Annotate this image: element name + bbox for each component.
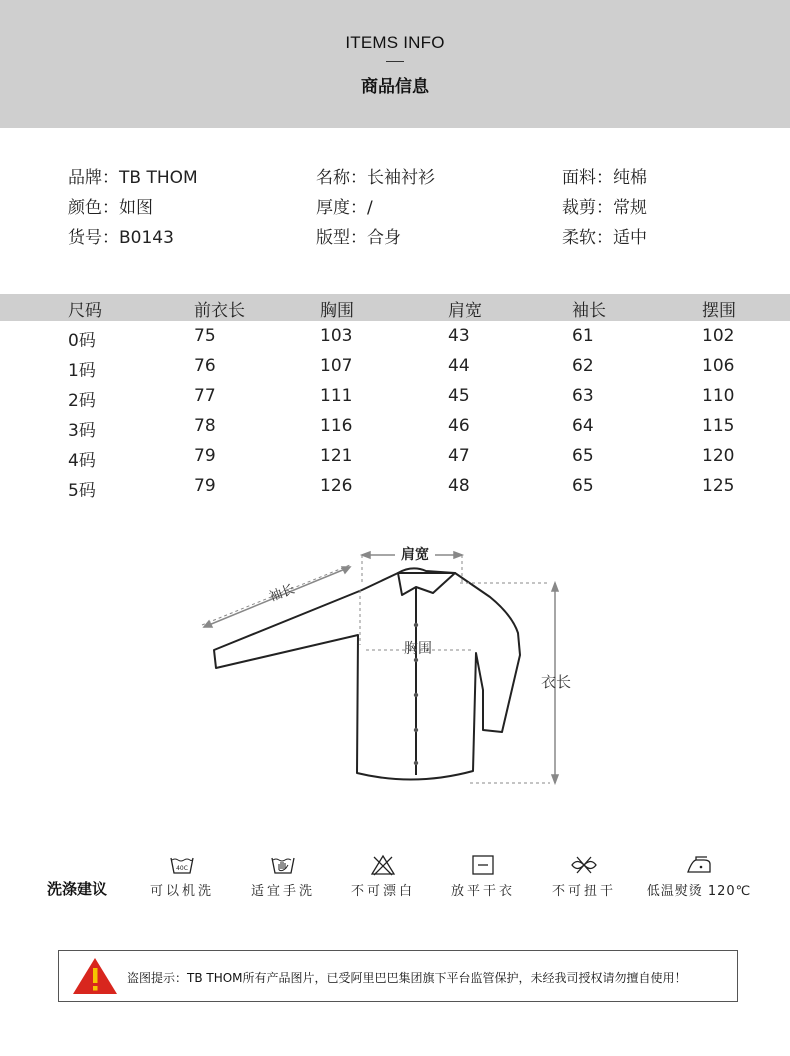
care-item-no-wring xyxy=(529,848,639,899)
size-table-cell-shoulder: 48 xyxy=(448,476,470,496)
size-table-header-size: 尺码 xyxy=(68,301,102,321)
size-table-cell-chest: 103 xyxy=(320,326,353,346)
size-table-cell-size: 1码 xyxy=(68,361,96,381)
size-table-cell-sleeve: 63 xyxy=(572,386,594,406)
header-title-en: ITEMS INFO xyxy=(345,33,445,52)
size-table-cell-size: 3码 xyxy=(68,421,96,441)
care-label-iron-low: 低温熨烫 120℃ xyxy=(646,884,752,899)
care-item-machine-wash xyxy=(127,848,237,899)
length-label: 衣长 xyxy=(540,673,572,691)
size-table-cell-front-length: 75 xyxy=(194,326,216,346)
info-cut: 裁剪：常规 xyxy=(562,198,647,218)
dry-flat-icon xyxy=(470,854,496,876)
info-fabric: 面料：纯棉 xyxy=(562,168,647,188)
size-table-header-bar xyxy=(0,294,790,321)
info-thickness: 厚度：/ xyxy=(316,198,373,218)
care-title: 洗涤建议 xyxy=(47,880,108,898)
care-instructions xyxy=(0,848,790,908)
care-label-no-wring: 不可扭干 xyxy=(551,884,616,899)
care-item-dry-flat xyxy=(428,848,538,899)
size-table-cell-size: 2码 xyxy=(68,391,96,411)
size-table-cell-front-length: 76 xyxy=(194,356,216,376)
size-table-cell-front-length: 79 xyxy=(194,446,216,466)
size-table-cell-shoulder: 45 xyxy=(448,386,470,406)
care-label-dry-flat: 放平干衣 xyxy=(450,884,515,899)
size-table-cell-chest: 111 xyxy=(320,386,353,406)
copyright-notice xyxy=(58,950,738,1002)
size-table-cell-sleeve: 64 xyxy=(572,416,594,436)
sleeve-length-label: 袖长 xyxy=(267,581,297,605)
size-table-header-front-length: 前衣长 xyxy=(194,301,245,321)
size-table-cell-chest: 121 xyxy=(320,446,353,466)
size-table-cell-hem: 125 xyxy=(702,476,735,496)
header xyxy=(0,0,790,128)
size-table-cell-size: 5码 xyxy=(68,481,96,501)
size-table-cell-size: 0码 xyxy=(68,331,96,351)
hand-wash-icon xyxy=(270,854,296,876)
info-item-number: 货号：B0143 xyxy=(68,228,174,248)
size-table-cell-front-length: 78 xyxy=(194,416,216,436)
size-table-cell-hem: 106 xyxy=(702,356,735,376)
iron-low-icon xyxy=(685,854,713,876)
shirt-measurement-diagram xyxy=(190,535,590,795)
size-table-cell-chest: 116 xyxy=(320,416,353,436)
size-table-cell-chest: 107 xyxy=(320,356,353,376)
size-table-cell-shoulder: 47 xyxy=(448,446,470,466)
chest-label: 胸围 xyxy=(404,641,432,657)
size-table-cell-front-length: 79 xyxy=(194,476,216,496)
size-table-header-sleeve: 袖长 xyxy=(572,301,606,321)
size-table-cell-sleeve: 61 xyxy=(572,326,594,346)
size-table-cell-sleeve: 65 xyxy=(572,476,594,496)
shirt-collar xyxy=(398,568,455,775)
care-item-iron-low xyxy=(644,848,754,899)
info-name: 名称：长袖衬衫 xyxy=(316,168,435,188)
size-table-cell-front-length: 77 xyxy=(194,386,216,406)
size-table-cell-sleeve: 65 xyxy=(572,446,594,466)
info-fit: 版型：合身 xyxy=(316,228,401,248)
size-table-cell-shoulder: 44 xyxy=(448,356,470,376)
size-table-cell-hem: 110 xyxy=(702,386,735,406)
warning-icon xyxy=(71,956,119,996)
size-table-cell-sleeve: 62 xyxy=(572,356,594,376)
size-table-cell-hem: 115 xyxy=(702,416,735,436)
header-divider xyxy=(386,61,404,62)
size-table-cell-size: 4码 xyxy=(68,451,96,471)
size-table-cell-hem: 102 xyxy=(702,326,735,346)
size-table-cell-shoulder: 46 xyxy=(448,416,470,436)
no-wring-icon xyxy=(569,854,599,876)
svg-text:40C: 40C xyxy=(176,865,188,872)
size-table-cell-shoulder: 43 xyxy=(448,326,470,346)
no-bleach-icon xyxy=(370,854,396,876)
care-item-hand-wash xyxy=(228,848,338,899)
size-table-cell-chest: 126 xyxy=(320,476,353,496)
care-label-hand-wash: 适宜手洗 xyxy=(250,884,315,899)
info-softness: 柔软：适中 xyxy=(562,228,647,248)
care-label-no-bleach: 不可漂白 xyxy=(350,884,415,899)
size-table-header-chest: 胸围 xyxy=(320,301,354,321)
size-table-header-hem: 摆围 xyxy=(702,301,736,321)
info-color: 颜色：如图 xyxy=(68,198,153,218)
info-brand: 品牌：TB THOM xyxy=(68,168,198,188)
size-table-cell-hem: 120 xyxy=(702,446,735,466)
header-title-cn: 商品信息 xyxy=(361,77,429,97)
machine-wash-icon xyxy=(169,854,195,876)
size-table-header-shoulder: 肩宽 xyxy=(448,301,482,321)
care-label-machine-wash: 可以机洗 xyxy=(149,884,214,899)
copyright-notice-text: 盗图提示：TB THOM所有产品图片，已受阿里巴巴集团旗下平台监管保护，未经我司授权请勿擅自使用！ xyxy=(127,971,687,985)
care-item-no-bleach xyxy=(328,848,438,899)
shoulder-width-label: 肩宽 xyxy=(401,547,429,563)
